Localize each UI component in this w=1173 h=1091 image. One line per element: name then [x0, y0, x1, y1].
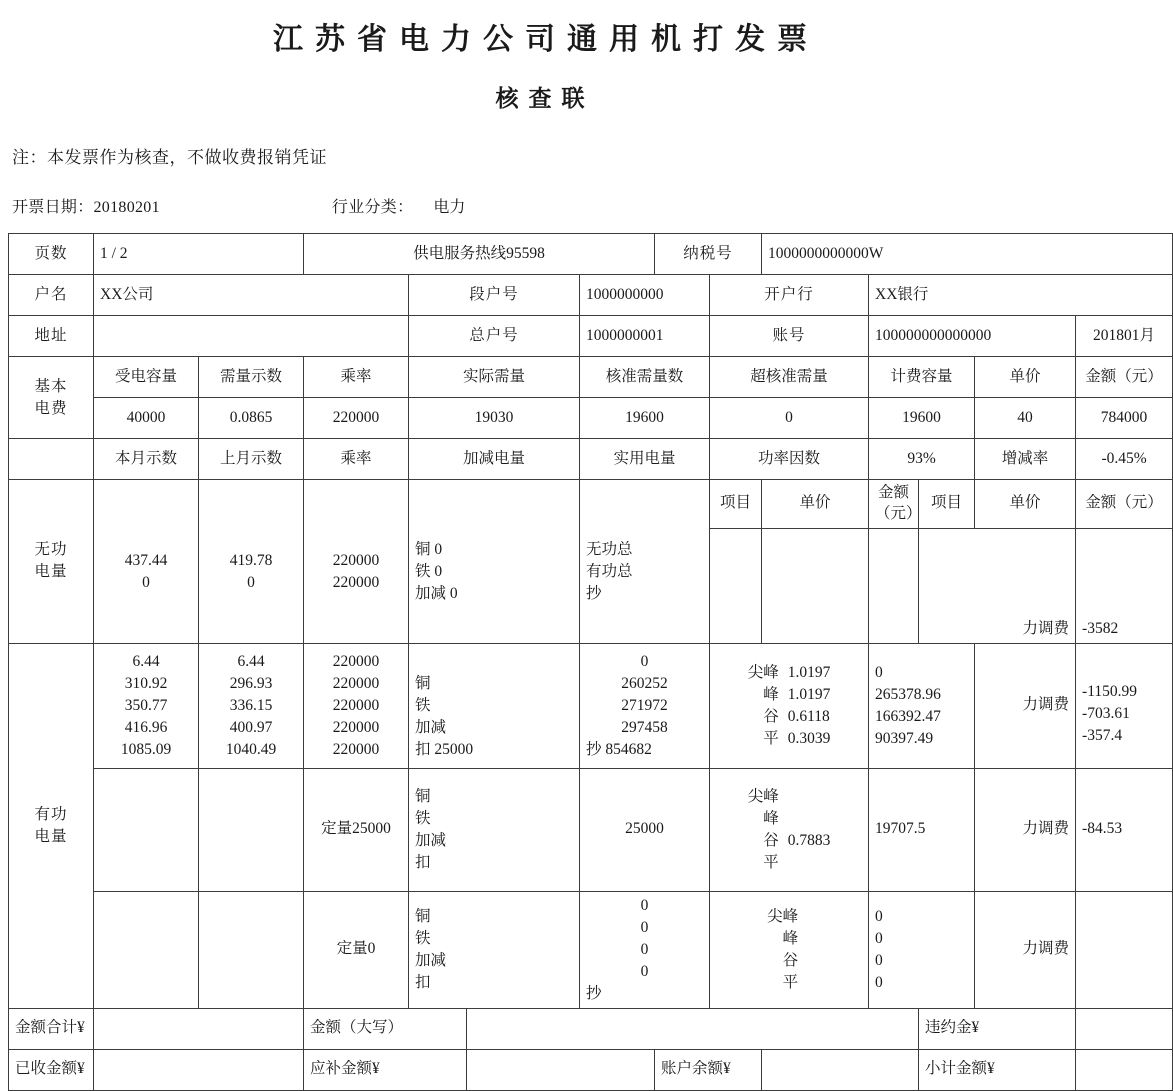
bank-label: 开户行	[710, 275, 869, 316]
active-b1-fee-values: -1150.99 -703.61 -357.4	[1076, 643, 1173, 768]
total-no-label: 总户号	[409, 316, 580, 357]
document-title: 江苏省电力公司通用机打发票	[273, 23, 819, 56]
pages-label: 页数	[9, 234, 94, 275]
subtotal-amount-label: 小计金额¥	[919, 1049, 1076, 1090]
active-b2-tiers: 尖峰 峰 谷 0.7883 平	[710, 768, 869, 891]
basic-header-unit-price: 单价	[975, 357, 1076, 398]
change-rate-value: -0.45%	[1076, 439, 1173, 480]
table-row-reactive-subheaders	[9, 480, 1173, 529]
basic-header-multiplier: 乘率	[304, 357, 409, 398]
reactive-actual-value: 无功总 有功总 抄	[580, 480, 710, 644]
active-b3-multiplier: 定量0	[304, 891, 409, 1008]
uppercase-amount-value	[467, 1008, 919, 1049]
basic-header-amount: 金额（元）	[1076, 357, 1173, 398]
active-b3-this-month	[94, 891, 199, 1008]
basic-header-excess-demand: 超核准需量	[710, 357, 869, 398]
reactive-subheader-amount-2: 金额（元）	[1076, 480, 1173, 529]
account-name-label: 户名	[9, 275, 94, 316]
table-row-totals	[9, 1008, 1173, 1049]
table-row-payments	[9, 1049, 1173, 1090]
received-amount-label: 已收金额¥	[9, 1049, 94, 1090]
active-b3-tier-amounts: 0 0 0 0	[869, 891, 975, 1008]
bank-account-value: 100000000000000	[869, 316, 1076, 357]
basic-value-demand-reading: 0.0865	[199, 398, 304, 439]
reactive-subheader-price-2: 单价	[975, 480, 1076, 529]
payable-amount-label: 应补金额¥	[304, 1049, 467, 1090]
penalty-value	[1076, 1008, 1173, 1049]
account-balance-label: 账户余额¥	[655, 1049, 762, 1090]
table-row-active-block2	[9, 768, 1173, 891]
total-no-value: 1000000001	[580, 316, 710, 357]
basic-fee-row-label: 基本 电费	[9, 357, 94, 439]
active-b1-actual: 0 260252 271972 297458 抄 854682	[580, 643, 710, 768]
basic-value-amount: 784000	[1076, 398, 1173, 439]
address-value	[94, 316, 409, 357]
reactive-last-month-value: 419.78 0	[199, 480, 304, 644]
basic-header-billing-capacity: 计费容量	[869, 357, 975, 398]
active-b2-adjust: 铜 铁 加减 扣	[409, 768, 580, 891]
invoice-table	[8, 233, 1173, 1091]
industry-category-label: 行业分类：	[331, 199, 414, 216]
account-balance-value	[762, 1049, 919, 1090]
table-row-reactive-headers	[9, 439, 1173, 480]
reactive-multiplier-value: 220000 220000	[304, 480, 409, 644]
reactive-adjust-value: 铜 0 铁 0 加减 0	[409, 480, 580, 644]
subtotal-amount-value	[1076, 1049, 1173, 1090]
table-row-basic-fee-headers	[9, 357, 1173, 398]
document-subtitle: 核查联	[495, 86, 595, 111]
table-row-account	[9, 275, 1173, 316]
active-b2-actual: 25000	[580, 768, 710, 891]
account-name-value: XX公司	[94, 275, 409, 316]
basic-value-actual-demand: 19030	[409, 398, 580, 439]
total-amount-value	[94, 1008, 304, 1049]
active-b3-adjust: 铜 铁 加减 扣	[409, 891, 580, 1008]
active-b3-actual: 0 0 0 0 抄	[580, 891, 710, 1008]
reactive-item-1-value	[710, 528, 762, 643]
active-b1-adjust: 铜 铁 加减 扣 25000	[409, 643, 580, 768]
invoice-meta	[12, 194, 1080, 217]
reactive-header-actual: 实用电量	[580, 439, 710, 480]
reactive-price-1-value	[762, 528, 869, 643]
reactive-subheader-price-1: 单价	[762, 480, 869, 529]
reactive-this-month-value: 437.44 0	[94, 480, 199, 644]
active-b2-fee-label: 力调费	[975, 768, 1076, 891]
invoice-note: 注：本发票作为核查，不做收费报销凭证	[12, 148, 327, 167]
reactive-header-adjust: 加减电量	[409, 439, 580, 480]
segment-no-value: 1000000000	[580, 275, 710, 316]
penalty-label: 违约金¥	[919, 1008, 1076, 1049]
table-row-address	[9, 316, 1173, 357]
table-row-active-block3	[9, 891, 1173, 1008]
uppercase-amount-label: 金额（大写）	[304, 1008, 467, 1049]
active-b1-this-month: 6.44 310.92 350.77 416.96 1085.09	[94, 643, 199, 768]
reactive-amount-1-value	[869, 528, 919, 643]
active-b1-last-month: 6.44 296.93 336.15 400.97 1040.49	[199, 643, 304, 768]
total-amount-label: 金额合计¥	[9, 1008, 94, 1049]
tax-no-value: 1000000000000W	[762, 234, 1173, 275]
active-b3-fee-label: 力调费	[975, 891, 1076, 1008]
reactive-subheader-amount-1: 金额（元）	[869, 480, 919, 529]
active-b1-tiers: 尖峰 1.0197 峰 1.0197 谷 0.6118 平 0.3039	[710, 643, 869, 768]
bank-value: XX银行	[869, 275, 1173, 316]
basic-header-capacity: 受电容量	[94, 357, 199, 398]
reactive-header-multiplier: 乘率	[304, 439, 409, 480]
basic-header-approved-demand: 核准需量数	[580, 357, 710, 398]
change-rate-label: 增减率	[975, 439, 1076, 480]
pages-value: 1 / 2	[94, 234, 304, 275]
power-factor-label: 功率因数	[710, 439, 869, 480]
service-hotline: 供电服务热线95598	[304, 234, 655, 275]
active-b2-this-month	[94, 768, 199, 891]
reactive-subheader-item-2: 项目	[919, 480, 975, 529]
basic-header-demand-reading: 需量示数	[199, 357, 304, 398]
table-row-active-block1	[9, 643, 1173, 768]
active-b1-multiplier: 220000 220000 220000 220000 220000	[304, 643, 409, 768]
industry-category-value: 电力	[433, 199, 466, 216]
reactive-row-label: 无功 电量	[9, 480, 94, 644]
payable-amount-value	[467, 1049, 655, 1090]
basic-value-multiplier: 220000	[304, 398, 409, 439]
active-b1-tier-amounts: 0 265378.96 166392.47 90397.49	[869, 643, 975, 768]
reactive-power-adj-fee-label: 力调费	[919, 528, 1076, 643]
table-row-basic-fee-values	[9, 398, 1173, 439]
active-b2-last-month	[199, 768, 304, 891]
basic-value-excess-demand: 0	[710, 398, 869, 439]
basic-value-approved-demand: 19600	[580, 398, 710, 439]
segment-no-label: 段户号	[409, 275, 580, 316]
active-b2-fee-value: -84.53	[1076, 768, 1173, 891]
reactive-header-this-month: 本月示数	[94, 439, 199, 480]
active-b3-fee-value	[1076, 891, 1173, 1008]
active-b2-tier-amount: 19707.5	[869, 768, 975, 891]
tax-no-label: 纳税号	[655, 234, 762, 275]
basic-value-billing-capacity: 19600	[869, 398, 975, 439]
reactive-power-adj-fee-value: -3582	[1076, 528, 1173, 643]
active-b3-last-month	[199, 891, 304, 1008]
reactive-subheader-item-1: 项目	[710, 480, 762, 529]
reactive-header-last-month: 上月示数	[199, 439, 304, 480]
bank-account-label: 账号	[710, 316, 869, 357]
active-row-label: 有功 电量	[9, 643, 94, 1008]
basic-header-actual-demand: 实际需量	[409, 357, 580, 398]
active-b2-multiplier: 定量25000	[304, 768, 409, 891]
received-amount-value	[94, 1049, 304, 1090]
active-b3-tiers: 尖峰 峰 谷 平	[710, 891, 869, 1008]
billing-period: 201801月	[1076, 316, 1173, 357]
active-b1-fee-label: 力调费	[975, 643, 1076, 768]
table-row-pages	[9, 234, 1173, 275]
basic-value-capacity: 40000	[94, 398, 199, 439]
basic-value-unit-price: 40	[975, 398, 1076, 439]
power-factor-value: 93%	[869, 439, 975, 480]
address-label: 地址	[9, 316, 94, 357]
issue-date: 开票日期：20180201	[12, 199, 160, 216]
reactive-spacer-cell	[9, 439, 94, 480]
